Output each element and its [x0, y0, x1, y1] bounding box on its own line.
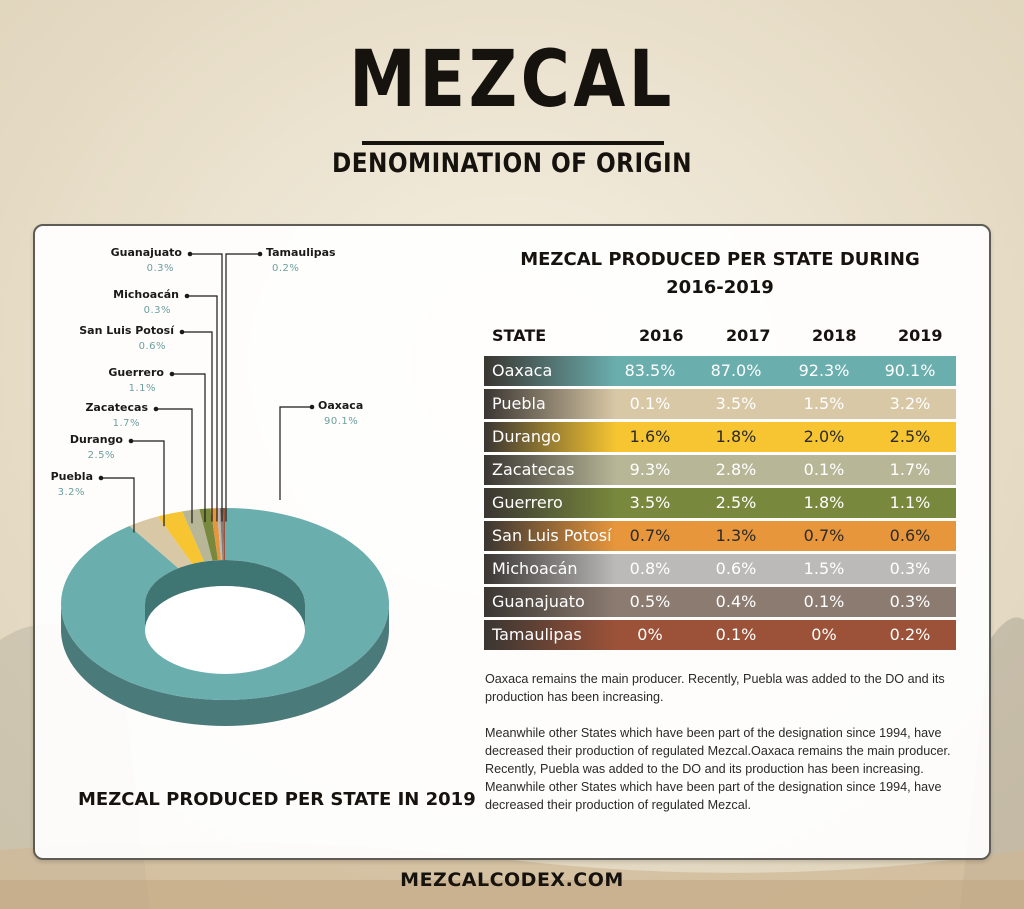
page-subtitle: DENOMINATION OF ORIGIN [332, 148, 692, 179]
table-row [484, 554, 956, 584]
callout-label: San Luis Potosí [79, 324, 174, 337]
callout-dot [99, 476, 104, 481]
footer-site: MEZCALCODEX.COM [400, 869, 624, 891]
callout-leader [172, 374, 205, 522]
callout-label: Guanajuato [110, 246, 182, 259]
state-name: Zacatecas [492, 460, 575, 479]
callout-dot [154, 407, 159, 412]
callout-label: Oaxaca [318, 399, 364, 412]
value-cell: 3.5% [715, 394, 757, 413]
callout-dot [180, 330, 185, 335]
value-cell: 1.5% [803, 394, 845, 413]
table-title-line1: MEZCAL PRODUCED PER STATE DURING [520, 249, 920, 270]
value-cell: 0.7% [803, 526, 845, 545]
value-cell: 0.3% [889, 559, 931, 578]
donut-hole [145, 586, 305, 674]
callout-label: Zacatecas [85, 401, 148, 414]
value-cell: 3.2% [889, 394, 931, 413]
state-name: Durango [492, 427, 561, 446]
value-cell: 1.8% [803, 493, 845, 512]
value-cell: 83.5% [624, 361, 676, 380]
value-cell: 0.6% [889, 526, 931, 545]
value-cell: 1.6% [629, 427, 671, 446]
value-cell: 0% [811, 625, 837, 644]
value-cell: 2.8% [715, 460, 757, 479]
table-row [484, 356, 956, 386]
value-cell: 0.7% [629, 526, 671, 545]
callout-leader [131, 441, 164, 526]
description-paragraph-1: Oaxaca remains the main producer. Recently, Puebla was added to the DO and its production has been increasing. [485, 672, 945, 704]
state-name: Guanajuato [492, 592, 585, 611]
callout-dot [129, 439, 134, 444]
value-cell: 0.1% [803, 460, 845, 479]
header-year-2018: 2018 [812, 326, 857, 345]
donut-caption: MEZCAL PRODUCED PER STATE IN 2019 [78, 789, 476, 810]
callout-leader [182, 332, 212, 522]
callout-value: 90.1% [324, 416, 359, 427]
value-cell: 0% [637, 625, 663, 644]
callout-leader [280, 407, 312, 500]
callout-value: 0.6% [138, 341, 166, 352]
callout-value: 2.5% [87, 450, 115, 461]
callout-label: Guerrero [108, 366, 164, 379]
value-cell: 1.3% [715, 526, 757, 545]
value-cell: 2.0% [803, 427, 845, 446]
value-cell: 1.5% [803, 559, 845, 578]
table-title-line2: 2016-2019 [666, 277, 774, 298]
state-name: Guerrero [492, 493, 563, 512]
table-header [484, 326, 956, 348]
value-cell: 9.3% [629, 460, 671, 479]
header-year-2016: 2016 [639, 326, 684, 345]
table-title [500, 246, 940, 302]
value-cell: 2.5% [715, 493, 757, 512]
header-state: STATE [492, 326, 547, 345]
callout-value: 0.3% [143, 305, 171, 316]
header-year-2019: 2019 [898, 326, 943, 345]
callout-value: 0.3% [146, 263, 174, 274]
callout-dot [188, 252, 193, 257]
callout-dot [185, 294, 190, 299]
callout-label: Puebla [50, 470, 93, 483]
value-cell: 0.8% [629, 559, 671, 578]
value-cell: 0.1% [803, 592, 845, 611]
table-row [484, 422, 956, 452]
value-cell: 0.4% [715, 592, 757, 611]
value-cell: 92.3% [798, 361, 850, 380]
table-row [484, 488, 956, 518]
value-cell: 1.1% [889, 493, 931, 512]
callout-dot [310, 405, 315, 410]
callout-value: 1.7% [112, 418, 140, 429]
table-row [484, 455, 956, 485]
table-row [484, 389, 956, 419]
value-cell: 0.5% [629, 592, 671, 611]
value-cell: 0.3% [889, 592, 931, 611]
callout-leader [101, 478, 134, 532]
callout-dot [170, 372, 175, 377]
value-cell: 0.6% [715, 559, 757, 578]
value-cell: 0.1% [715, 625, 757, 644]
page-title: MEZCAL [349, 35, 675, 125]
callout-leader [226, 254, 260, 521]
header-year-2017: 2017 [726, 326, 771, 345]
state-name: Tamaulipas [492, 625, 582, 644]
callout-value: 0.2% [272, 263, 300, 274]
callout-dot [258, 252, 263, 257]
value-cell: 3.5% [629, 493, 671, 512]
callout-label: Tamaulipas [266, 246, 336, 259]
callout-label: Michoacán [113, 288, 179, 301]
state-name: Michoacán [492, 559, 578, 578]
callout-leader [156, 409, 192, 523]
table-row [484, 620, 956, 650]
value-cell: 1.8% [715, 427, 757, 446]
value-cell: 90.1% [884, 361, 936, 380]
callout-value: 3.2% [57, 487, 85, 498]
value-cell: 0.2% [889, 625, 931, 644]
value-cell: 0.1% [629, 394, 671, 413]
value-cell: 1.7% [889, 460, 931, 479]
table-row [484, 521, 956, 551]
callout-label: Durango [69, 433, 123, 446]
state-name: Oaxaca [492, 361, 553, 380]
description-paragraph-2: Meanwhile other States which have been part of the designation since 1994, have decreased their production of regulated Mezcal.Oaxaca remains the main producer. Recently, Puebla was added to the DO and its production has been increasing. Meanwhile other States which have been part of the designation since 1994, have decreased their production of regulated Mezcal. [485, 726, 951, 812]
table-row [484, 587, 956, 617]
value-cell: 87.0% [710, 361, 762, 380]
value-cell: 2.5% [889, 427, 931, 446]
state-name: San Luis Potosí [492, 526, 612, 545]
callout-value: 1.1% [128, 383, 156, 394]
state-name: Puebla [492, 394, 546, 413]
